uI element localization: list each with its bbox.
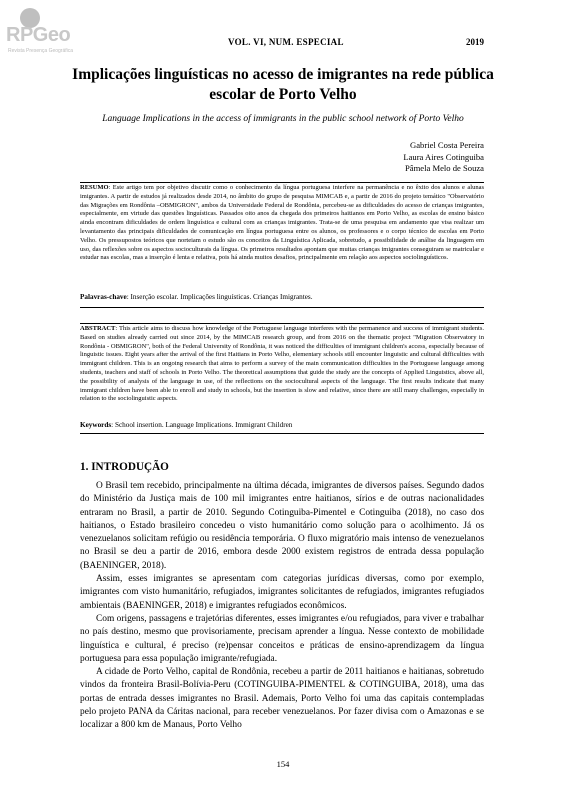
running-year: 2019	[466, 37, 484, 47]
section-heading: 1. INTRODUÇÃO	[80, 461, 169, 473]
body-text	[80, 480, 484, 733]
logo-text: RPGeo	[6, 24, 71, 46]
resumo-text: : Este artigo tem por objetivo discutir como o conhecimento da língua portuguesa interfere na permanência e no êxito dos alunos e alunas imigrantes. A partir de estudos já realizados desde 2014, no âmbito do grupo de pesquisa MIMCAB e, a partir de 2016 do projeto temático "Observatório das Migrações em Rondônia –OBMIGRON", ambos da Universidade Federal de Rondônia, percebeu-se as dificuldades do acesso de crianças imigrantes, especialmente, em virtude das questões linguísticas. Passados oito anos da chegada dos primeiros haitianos em Porto Velho, as escolas de ensino básico ainda encontram dificuldades de ordem linguística e cultural com as crianças imigrantes. Trata-se de uma pesquisa em andamento que visa realizar um levantamento das principais dificuldades de comunicação em língua portuguesa entre os alunos, os professores e o corpo técnico de escolas em Porto Velho. Os pressupostos teóricos que norteiam o estudo são os conceitos da Linguística Aplicada, sobretudo, a possibilidade de análise da linguagem em uso, das reflexões sobre os aspectos socioculturais da língua. Os primeiros resultados apontam que muitas crianças imigrantes conseguiram se matricular e estudar nas escolas, mas a inserção é lenta e relativa, pois há ainda muitos desafios, principalmente em relação aos aspectos sociolinguísticos.	[80, 184, 484, 262]
body-paragraph: O Brasil tem recebido, principalmente na última década, imigrantes de diversos países. Segundo dados do Ministério da Justiça mais de 100 mil imigrantes entre haitianos, sírios e de outras nacionalidades entraram no Brasil, a partir de 2010. Segundo Cotinguiba-Pimentel e Cotinguiba (2018), no caso dos haitianos, o Estado brasileiro concedeu o visto humanitário como solução para o acolhimento. Já os venezuelanos solicitam refúgio ou residência temporária. O fluxo migratório mais intenso de venezuelanos no Brasil se deu a partir de 2016, embora desde 2000 existem registros de entrada dessa população (BAENINGER, 2018).	[80, 481, 484, 571]
author-name: Pâmela Melo de Souza	[405, 163, 484, 173]
abstract-top-rule	[80, 323, 484, 324]
article-subtitle: Language Implications in the access of immigrants in the public school network of Porto Velho	[102, 114, 464, 124]
author-list	[403, 140, 484, 175]
abstract-text: : This article aims to discuss how knowledge of the Portuguese language interferes with the permanence and success of immigrant students. Based on studies already carried out since 2014, by the MIMCAB research group, and from 2016 on the thematic project "Migration Observatory in Rondônia - OBMIGRON", both of the Federal University of Rondônia, it was noticed the difficulties of immigrant children's access, especially because of linguistic issues. Eight years after the arrival of the first Haitians in Porto Velho, elementary schools still encounter linguistic and cultural difficulties with immigrant children. This is an ongoing research that aims to perform a survey of the main communication difficulties in the Portuguese language among students, teachers and staff of schools in Porto Velho. The theoretical assumptions that guide the study are the concepts of Applied Linguistics, above all, the possibility of analysis of the language in use, of the reflections on the sociocultural aspects of the language. The first results indicate that many immigrant children have been able to enroll and study in schools, but the insertion is slow and relative, since there are still many challenges, especially in relation to the sociolinguistic aspects.	[80, 325, 484, 403]
keywords-text: : School insertion. Language Implications. Immigrant Children	[111, 421, 293, 429]
abstract-keywords	[80, 421, 484, 429]
body-paragraph: A cidade de Porto Velho, capital de Rondônia, recebeu a partir de 2011 haitianos e haitianas, sobretudo vindos da fronteira Brasil-Bolívia-Peru (COTINGUIBA-PIMENTEL & COTINGUIBA, 2018), uma das portas de entrada desses imigrantes no Brasil. Ademais, Porto Velho foi uma das capitais contempladas pelo projeto PANA da Cáritas nacional, para receber venezuelanos. Por fazer divisa com o Amazonas e se localizar a 800 km de Manaus, Porto Velho	[80, 667, 484, 731]
keywords-label: Keywords	[80, 421, 112, 429]
abstract-bottom-rule	[80, 433, 484, 434]
running-head: VOL. VI, NUM. ESPECIAL	[228, 37, 344, 47]
abstract-label: ABSTRACT	[80, 325, 116, 332]
keywords-label: Palavras-chave	[80, 293, 127, 301]
resumo-block	[80, 184, 484, 263]
article-title: Implicações linguísticas no acesso de imigrantes na rede pública escolar de Porto Velho	[72, 66, 494, 103]
body-paragraph: Assim, esses imigrantes se apresentam com categorias jurídicas diversas, como por exemplo, imigrantes com visto humanitário, refugiados, imigrantes solicitantes de refugiados, imigrantes refugiados ambientais (BAENINGER, 2018) e imigrantes refugiados econômicos.	[80, 574, 484, 611]
resumo-keywords	[80, 293, 484, 301]
page-number: 154	[276, 759, 290, 769]
author-name: Laura Aires Cotinguiba	[403, 151, 484, 162]
resumo-bottom-rule	[80, 307, 484, 308]
journal-logo	[6, 6, 76, 58]
abstract-block	[80, 325, 484, 404]
logo-subtitle: Revista Presença Geográfica	[8, 48, 74, 54]
resumo-label: RESUMO	[80, 184, 109, 191]
author-name: Gabriel Costa Pereira	[410, 140, 484, 150]
resumo-top-rule	[80, 182, 484, 183]
keywords-text: : Inserção escolar. Implicações linguísticas. Crianças Imigrantes.	[126, 293, 313, 301]
body-paragraph: Com origens, passagens e trajetórias diferentes, esses imigrantes e/ou refugiados, para viver e trabalhar no país destino, mesmo que provisoriamente, precisam aprender a língua. Nesse contexto de mobilidade linguística e cultural, é preciso (re)pensar conceitos e práticas de ensino-aprendizagem da língua portuguesa para essa população imigrante/refugiada.	[80, 613, 484, 664]
